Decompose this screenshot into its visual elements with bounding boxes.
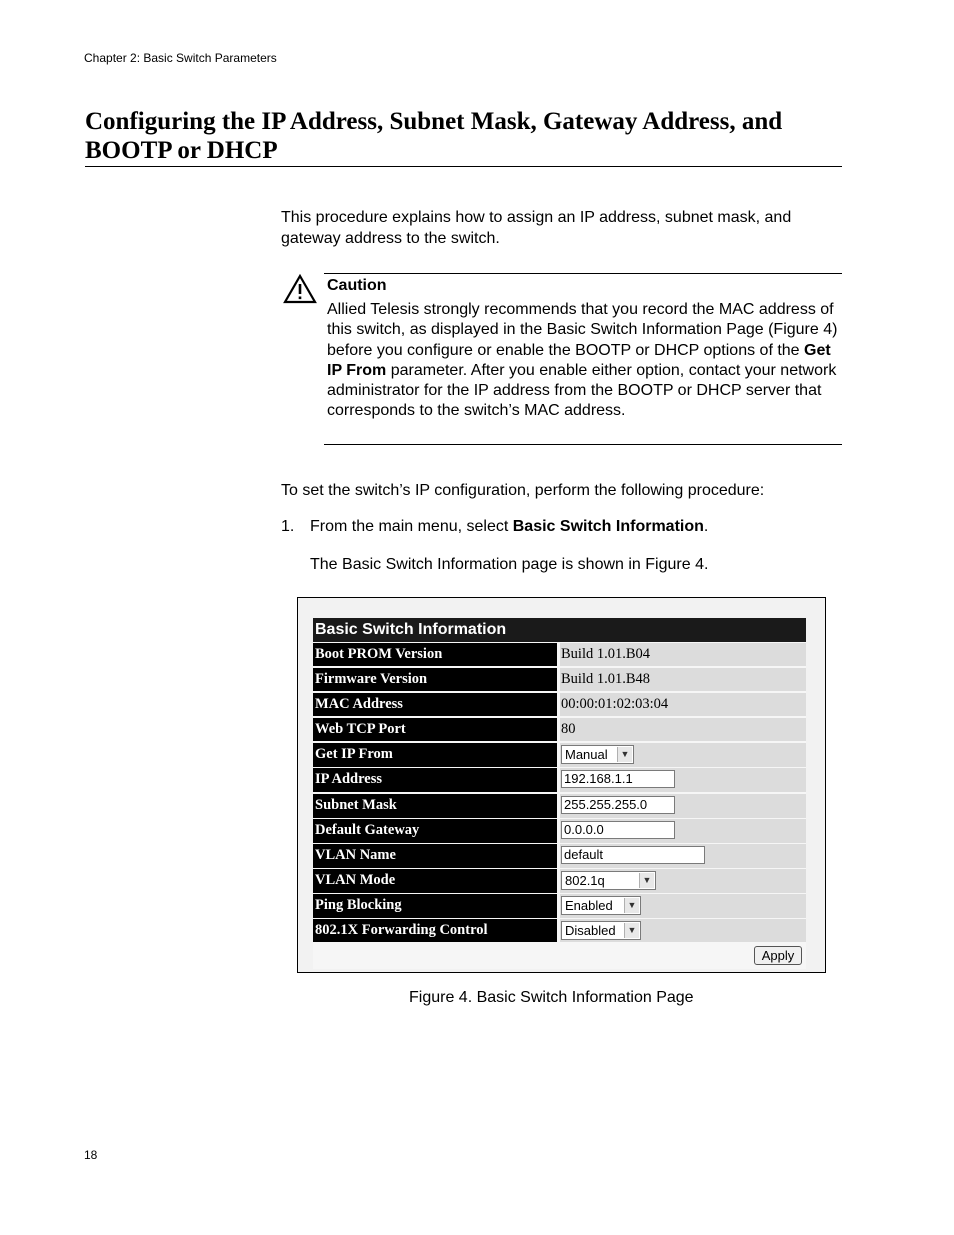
label-mac: MAC Address <box>313 693 557 716</box>
caution-text-1: Allied Telesis strongly recommends that you record the MAC address of this switch, as displayed in the Basic Switch Information Page (Figure 4) before you configure or enable the BOOTP or DHCP options of the <box>327 301 838 359</box>
vlan-mode-select[interactable]: 802.1q ▼ <box>561 871 656 890</box>
label-boot-prom: Boot PROM Version <box>313 643 557 666</box>
value-firmware: Build 1.01.B48 <box>560 668 806 691</box>
procedure-intro: To set the switch’s IP configuration, perform the following procedure: <box>281 482 765 499</box>
chevron-down-icon: ▼ <box>639 873 654 888</box>
subnet-mask-input[interactable]: 255.255.255.0 <box>561 796 675 814</box>
value-get-ip <box>560 743 806 767</box>
label-vlan-mode: VLAN Mode <box>313 869 557 893</box>
row-ping <box>313 894 806 918</box>
step-text-1: From the main menu, select <box>310 518 513 535</box>
label-vlan-name: VLAN Name <box>313 844 557 868</box>
chevron-down-icon: ▼ <box>624 898 639 913</box>
label-get-ip: Get IP From <box>313 743 557 767</box>
caution-bold-term: Get IP From <box>327 341 831 379</box>
row-firmware <box>313 668 806 691</box>
row-mac <box>313 693 806 716</box>
label-firmware: Firmware Version <box>313 668 557 691</box>
value-dot1x <box>560 919 806 942</box>
label-ip: IP Address <box>313 768 557 792</box>
row-get-ip <box>313 743 806 767</box>
step-subtext: The Basic Switch Information page is shown in Figure 4. <box>310 556 709 573</box>
value-web-port: 80 <box>560 718 806 741</box>
caution-title: Caution <box>327 277 387 294</box>
section-title: Configuring the IP Address, Subnet Mask, Gateway Address, and BOOTP or DHCP <box>85 107 842 167</box>
label-gateway: Default Gateway <box>313 819 557 843</box>
step-text-2: . <box>703 518 709 535</box>
caution-body <box>327 300 839 422</box>
value-ip <box>560 768 806 792</box>
figure-caption: Figure 4. Basic Switch Information Page <box>409 989 694 1006</box>
value-boot-prom: Build 1.01.B04 <box>560 643 806 666</box>
row-boot-prom <box>313 643 806 666</box>
row-dot1x <box>313 919 806 942</box>
warning-triangle-icon <box>283 274 317 304</box>
value-ping <box>560 894 806 918</box>
label-ping: Ping Blocking <box>313 894 557 918</box>
label-subnet: Subnet Mask <box>313 794 557 818</box>
value-vlan-name <box>560 844 806 868</box>
row-ip <box>313 768 806 792</box>
get-ip-select[interactable]: Manual ▼ <box>561 745 634 764</box>
label-web-port: Web TCP Port <box>313 718 557 741</box>
value-vlan-mode <box>560 869 806 893</box>
intro-paragraph: This procedure explains how to assign an IP address, subnet mask, and gateway address to the switch. <box>281 209 792 247</box>
value-mac: 00:00:01:02:03:04 <box>560 693 806 716</box>
ip-address-input[interactable]: 192.168.1.1 <box>561 770 675 788</box>
panel-title: Basic Switch Information <box>313 618 806 642</box>
running-header: Chapter 2: Basic Switch Parameters <box>84 51 277 65</box>
caution-box <box>324 273 842 445</box>
step-bold-term: Basic Switch Information <box>512 518 704 535</box>
apply-button[interactable]: Apply <box>754 946 802 965</box>
vlan-name-input[interactable]: default <box>561 846 705 864</box>
caution-text-2: parameter. After you enable either option, contact your network administrator for the IP address from the BOOTP or DHCP server that corresponds to the switch’s MAC address. <box>327 361 837 420</box>
row-vlan-name <box>313 844 806 868</box>
row-subnet <box>313 794 806 818</box>
value-subnet <box>560 794 806 818</box>
row-gateway <box>313 819 806 843</box>
row-web-port <box>313 718 806 741</box>
page-number: 18 <box>84 1148 98 1162</box>
chevron-down-icon: ▼ <box>617 747 632 762</box>
figure-frame <box>297 597 826 973</box>
step-text <box>310 518 708 536</box>
row-vlan-mode <box>313 869 806 893</box>
step-number: 1. <box>281 518 295 535</box>
dot1x-forwarding-select[interactable]: Disabled ▼ <box>561 921 641 940</box>
default-gateway-input[interactable]: 0.0.0.0 <box>561 821 675 839</box>
ping-blocking-select[interactable]: Enabled ▼ <box>561 896 641 915</box>
basic-switch-info-panel <box>313 618 806 969</box>
value-gateway <box>560 819 806 843</box>
label-dot1x: 802.1X Forwarding Control <box>313 919 557 942</box>
chevron-down-icon: ▼ <box>624 923 639 938</box>
